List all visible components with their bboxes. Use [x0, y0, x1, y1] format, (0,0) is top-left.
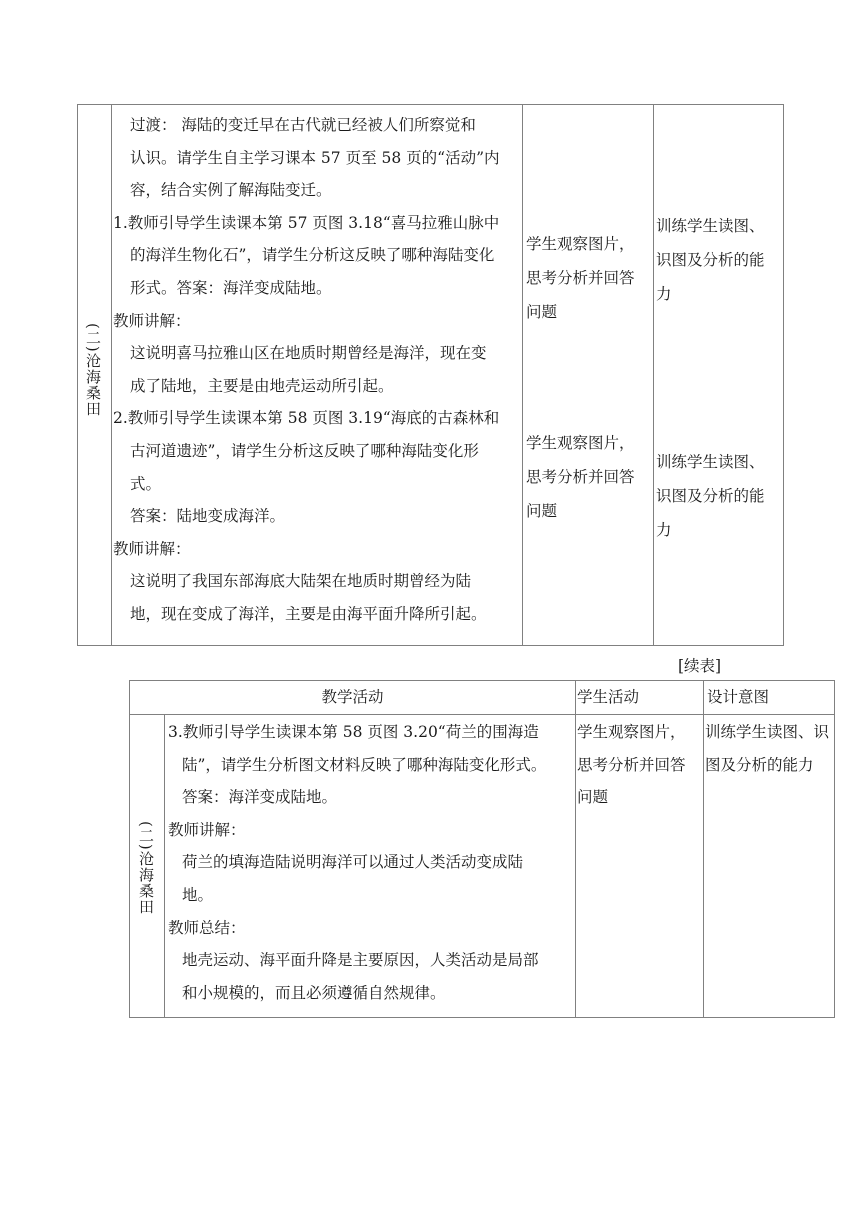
design-line: 识图及分析的能	[656, 487, 765, 505]
teaching-line: 过渡： 海陆的变迁早在古代就已经被人们所察觉和	[130, 116, 476, 134]
header-design-intent: 设计意图	[707, 688, 770, 706]
teaching-line: 教师讲解：	[113, 311, 191, 330]
teaching-line: 答案：陆地变成海洋。	[130, 507, 286, 526]
teaching-activity-cell	[165, 716, 575, 1009]
section-label: (二)沧海桑田	[137, 821, 155, 915]
section-label: (二)沧海桑田	[84, 323, 102, 417]
teaching-line: 教师讲解：	[113, 539, 191, 558]
design-line: 训练学生读图、	[656, 453, 765, 471]
teaching-line: 地，现在变成了海洋，主要是由海平面升降所引起。	[130, 604, 487, 623]
teaching-line: 教师讲解：	[168, 820, 246, 839]
student-activity-cell-1	[526, 227, 654, 329]
header-teaching-activity: 教学活动	[321, 688, 384, 706]
continued-label: [续表]	[678, 657, 722, 675]
teaching-line: 荷兰的填海造陆说明海洋可以通过人类活动变成陆	[182, 853, 524, 872]
design-line: 图及分析的能力	[705, 755, 814, 774]
student-line: 问题	[526, 502, 558, 520]
design-intent-cell	[705, 716, 835, 781]
teaching-line: 的海洋生物化石”，请学生分析这反映了哪种海陆变化	[130, 246, 495, 265]
student-line: 问题	[526, 303, 558, 321]
column-divider	[111, 105, 112, 645]
teaching-line: 答案：海洋变成陆地。	[182, 788, 338, 807]
student-activity-cell-2	[526, 426, 654, 528]
design-line: 训练学生读图、识	[705, 723, 830, 741]
teaching-activity-cell	[113, 109, 523, 631]
design-intent-cell-1	[656, 209, 784, 311]
teaching-line: 式。	[130, 474, 162, 493]
teaching-line: 教师总结：	[168, 918, 246, 937]
design-line: 力	[656, 285, 672, 303]
student-line: 学生观察图片，	[526, 434, 635, 452]
student-line: 学生观察图片，	[526, 235, 635, 253]
column-divider	[703, 681, 704, 1017]
student-line: 思考分析并回答	[526, 468, 635, 486]
teaching-line: 这说明了我国东部海底大陆架在地质时期曾经为陆	[130, 572, 472, 591]
teaching-line: 古河道遗迹”，请学生分析这反映了哪种海陆变化形	[130, 441, 479, 460]
header-divider	[130, 714, 834, 715]
design-line: 力	[656, 521, 672, 539]
student-activity-cell	[577, 716, 703, 814]
student-line: 思考分析并回答	[526, 269, 635, 287]
teaching-line: 地壳运动、海平面升降是主要原因，人类活动是局部	[182, 951, 539, 970]
teaching-line: 形式。答案：海洋变成陆地。	[130, 278, 332, 297]
teaching-line: 1.教师引导学生读课本第 57 页图 3.18“喜马拉雅山脉中	[113, 213, 500, 232]
teaching-line: 这说明喜马拉雅山区在地质时期曾经是海洋，现在变	[130, 344, 487, 363]
header-student-activity: 学生活动	[577, 688, 640, 706]
design-intent-cell-2	[656, 445, 784, 547]
teaching-line: 陆”，请学生分析图文材料反映了哪种海陆变化形式。	[182, 755, 547, 774]
design-line: 识图及分析的能	[656, 251, 765, 269]
student-line: 问题	[577, 788, 609, 807]
lesson-table-1	[77, 104, 784, 646]
teaching-line: 地。	[182, 885, 214, 904]
column-divider	[653, 105, 654, 645]
teaching-line: 成了陆地，主要是由地壳运动所引起。	[130, 376, 394, 395]
teaching-line: 和小规模的，而且必须遵循自然规律。	[182, 983, 446, 1002]
teaching-line: 容，结合实例了解海陆变迁。	[130, 181, 332, 200]
lesson-table-2	[129, 680, 835, 1018]
student-line: 学生观察图片，	[577, 723, 686, 741]
teaching-line: 3.教师引导学生读课本第 58 页图 3.20“荷兰的围海造	[168, 723, 539, 741]
teaching-line: 2.教师引导学生读课本第 58 页图 3.19“海底的古森林和	[113, 409, 500, 428]
student-line: 思考分析并回答	[577, 755, 686, 774]
column-divider	[575, 681, 576, 1017]
design-line: 训练学生读图、	[656, 217, 765, 235]
teaching-line: 认识。请学生自主学习课本 57 页至 58 页的“活动”内	[130, 148, 500, 167]
